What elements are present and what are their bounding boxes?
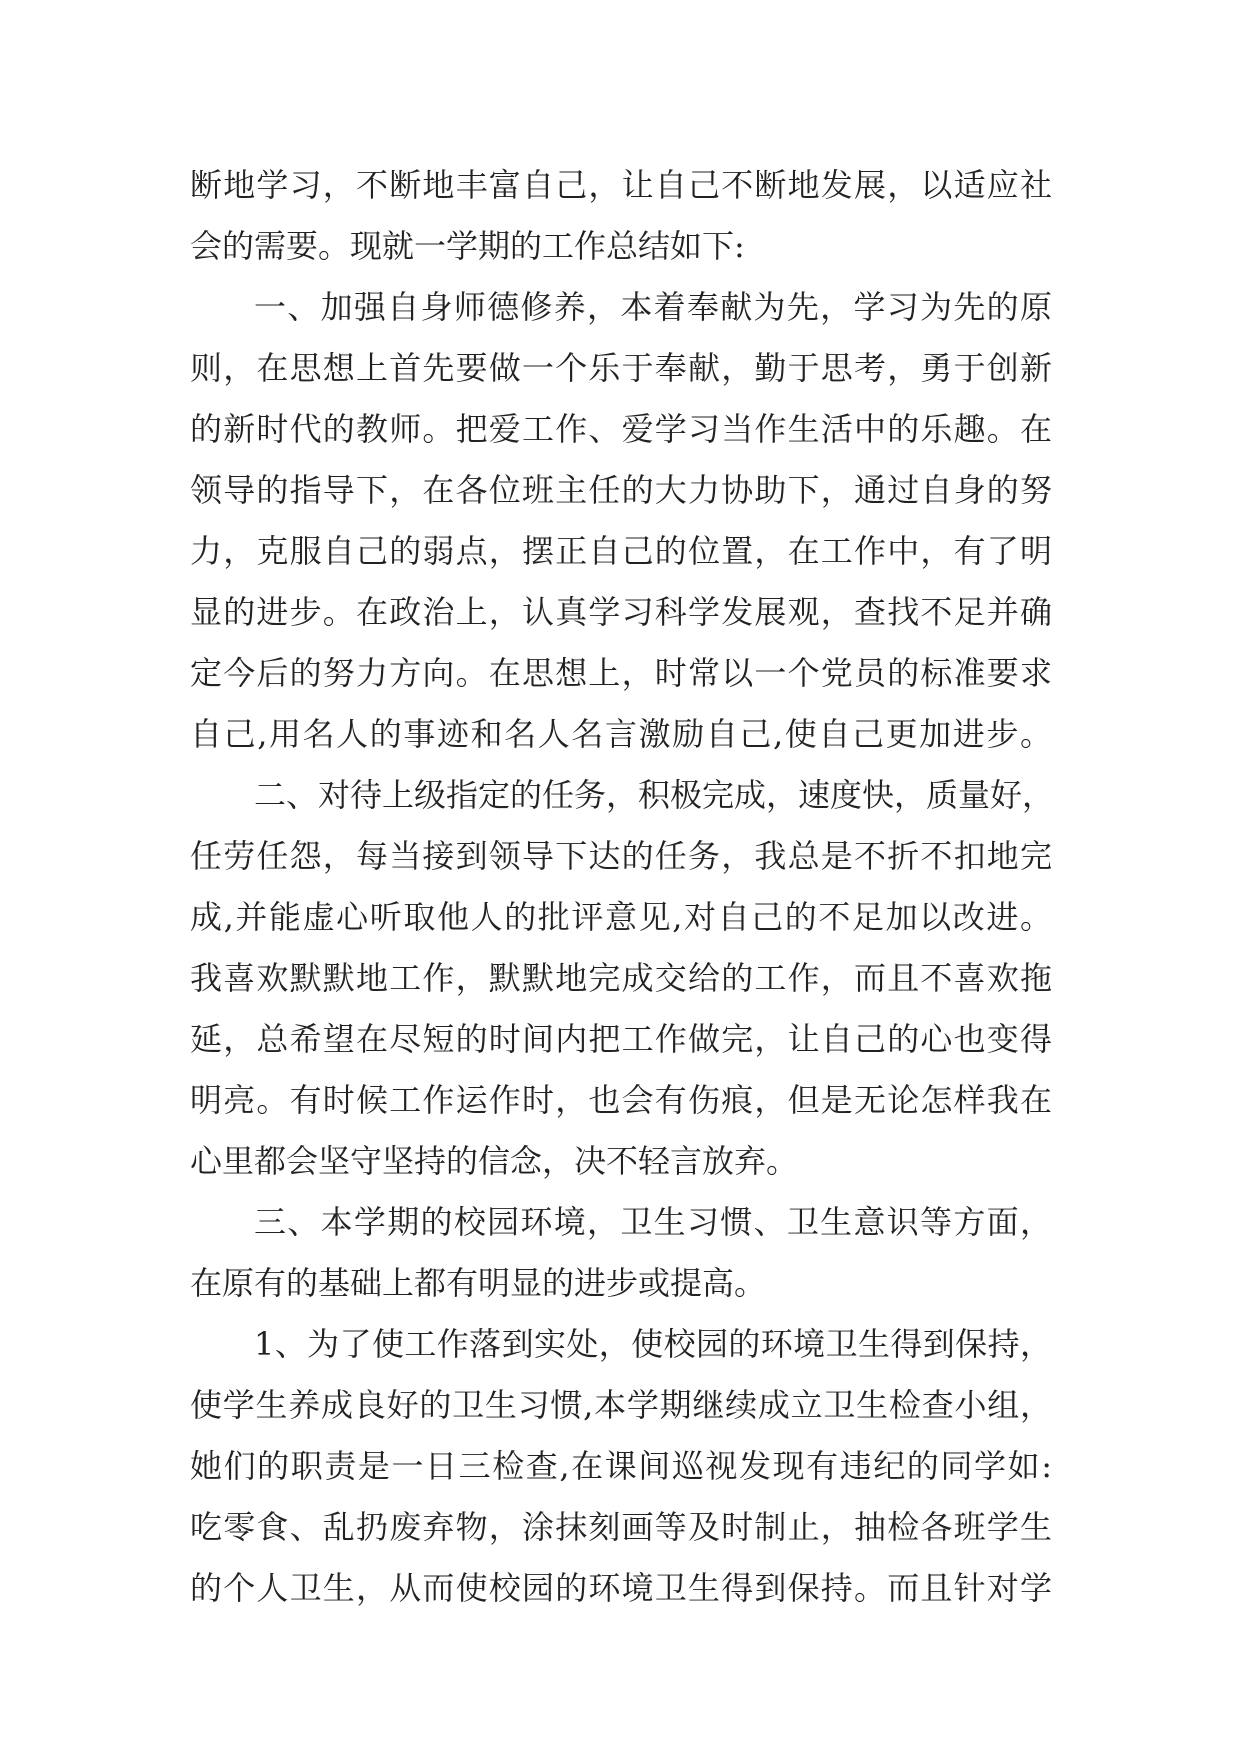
paragraph-start-line: 二、对待上级指定的任务，积极完成，速度快，质量好， [254,776,1055,814]
text-line: 延，总希望在尽短的时间内把工作做完，让自己的心也变得 [190,1020,1052,1058]
text-line: 断地学习，不断地丰富自己，让自己不断地发展，以适应社 [190,166,1052,204]
text-line: 任劳任怨，每当接到领导下达的任务，我总是不折不扣地完 [190,837,1052,875]
paragraph-start-line: 三、本学期的校园环境，卫生习惯、卫生意识等方面， [254,1203,1052,1241]
text-line: 定今后的努力方向。在思想上，时常以一个党员的标准要求 [190,654,1052,692]
paragraph-start-line: 一、加强自身师德修养，本着奉献为先，学习为先的原 [254,288,1052,326]
text-line: 吃零食、乱扔废弃物，涂抹刻画等及时制止，抽检各班学生 [190,1508,1052,1546]
text-line: 成,并能虚心听取他人的批评意见,对自己的不足加以改进。 [190,898,1052,936]
text-line: 使学生养成良好的卫生习惯,本学期继续成立卫生检查小组， [190,1386,1052,1424]
text-line: 在原有的基础上都有明显的进步或提高。 [190,1264,767,1302]
text-line: 则，在思想上首先要做一个乐于奉献，勤于思考，勇于创新 [190,349,1052,387]
text-line: 她们的职责是一日三检查,在课间巡视发现有违纪的同学如: [190,1447,1052,1485]
document-body [190,155,1055,1619]
text-line: 自己,用名人的事迹和名人名言激励自己,使自己更加进步。 [190,715,1052,753]
text-line: 显的进步。在政治上，认真学习科学发展观，查找不足并确 [190,593,1052,631]
paragraph-start-line: 1、为了使工作落到实处，使校园的环境卫生得到保持， [254,1325,1052,1363]
text-line: 领导的指导下，在各位班主任的大力协助下，通过自身的努 [190,471,1052,509]
text-line: 会的需要。现就一学期的工作总结如下: [190,227,745,265]
text-line: 的新时代的教师。把爱工作、爱学习当作生活中的乐趣。在 [190,410,1052,448]
text-line: 力，克服自己的弱点，摆正自己的位置，在工作中，有了明 [190,532,1052,570]
text-line: 我喜欢默默地工作，默默地完成交给的工作，而且不喜欢拖 [190,959,1052,997]
text-line: 心里都会坚守坚持的信念，决不轻言放弃。 [190,1142,799,1180]
text-line: 明亮。有时候工作运作时，也会有伤痕，但是无论怎样我在 [190,1081,1052,1119]
text-line: 的个人卫生，从而使校园的环境卫生得到保持。而且针对学 [190,1569,1052,1607]
